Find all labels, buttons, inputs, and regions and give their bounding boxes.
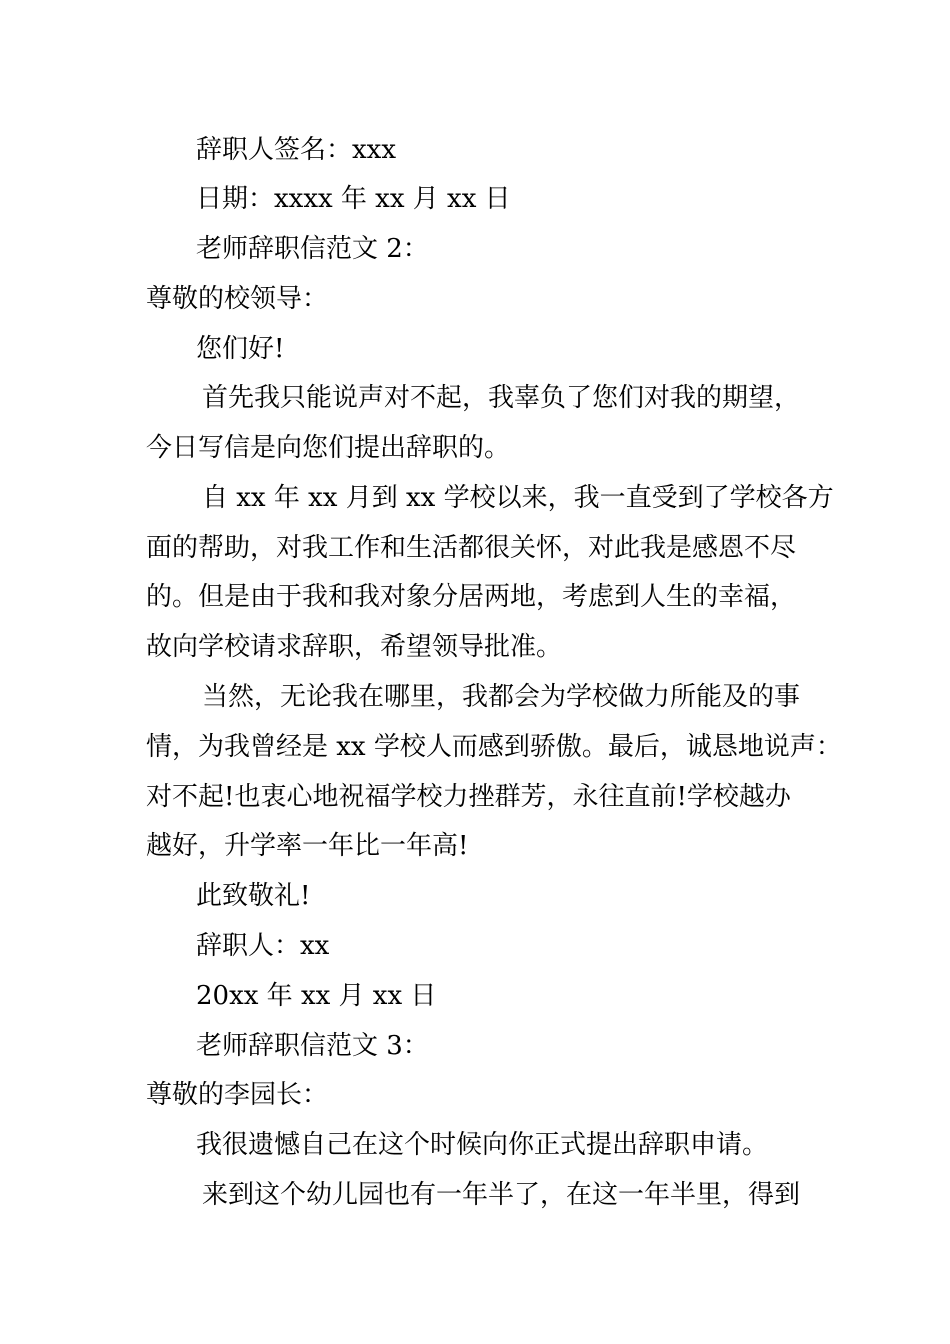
paragraph-line: 当然，无论我在哪里，我都会为学校做力所能及的事: [202, 682, 801, 712]
paragraph-line: 今日写信是向您们提出辞职的。: [146, 433, 511, 463]
paragraph-line: 面的帮助，对我工作和生活都很关怀，对此我是感恩不尽: [146, 533, 797, 563]
paragraph-line: 情，为我曾经是 xx 学校人而感到骄傲。最后，诚恳地说声：: [146, 732, 842, 762]
date-line: 日期：xxxx 年 xx 月 xx 日: [196, 184, 511, 214]
paragraph-line: 来到这个幼儿园也有一年半了，在这一年半里，得到: [202, 1180, 801, 1210]
paragraph-line: 的。但是由于我和我对象分居两地，考虑到人生的幸福，: [146, 582, 797, 612]
paragraph-line: 自 xx 年 xx 月到 xx 学校以来，我一直受到了学校各方: [202, 483, 834, 513]
section-heading-3: 老师辞职信范文 3：: [196, 1031, 429, 1061]
signature-line: 辞职人签名：xxx: [196, 135, 396, 165]
paragraph-line: 越好，升学率一年比一年高!: [146, 831, 469, 861]
signature-line: 辞职人：xx: [196, 931, 330, 961]
closing-line: 此致敬礼!: [196, 881, 311, 911]
paragraph-line: 故向学校请求辞职，希望领导批准。: [146, 632, 563, 662]
salutation-line: 尊敬的李园长：: [146, 1080, 329, 1110]
paragraph-line: 对不起!也衷心地祝福学校力挫群芳，永往直前!学校越办: [146, 782, 791, 812]
salutation-line: 尊敬的校领导：: [146, 284, 329, 314]
greeting-line: 您们好!: [196, 334, 285, 364]
date-line: 20xx 年 xx 月 xx 日: [196, 981, 437, 1011]
paragraph-line: 我很遗憾自己在这个时候向你正式提出辞职申请。: [196, 1130, 769, 1160]
section-heading-2: 老师辞职信范文 2：: [196, 234, 429, 264]
paragraph-line: 首先我只能说声对不起，我辜负了您们对我的期望，: [202, 383, 801, 413]
